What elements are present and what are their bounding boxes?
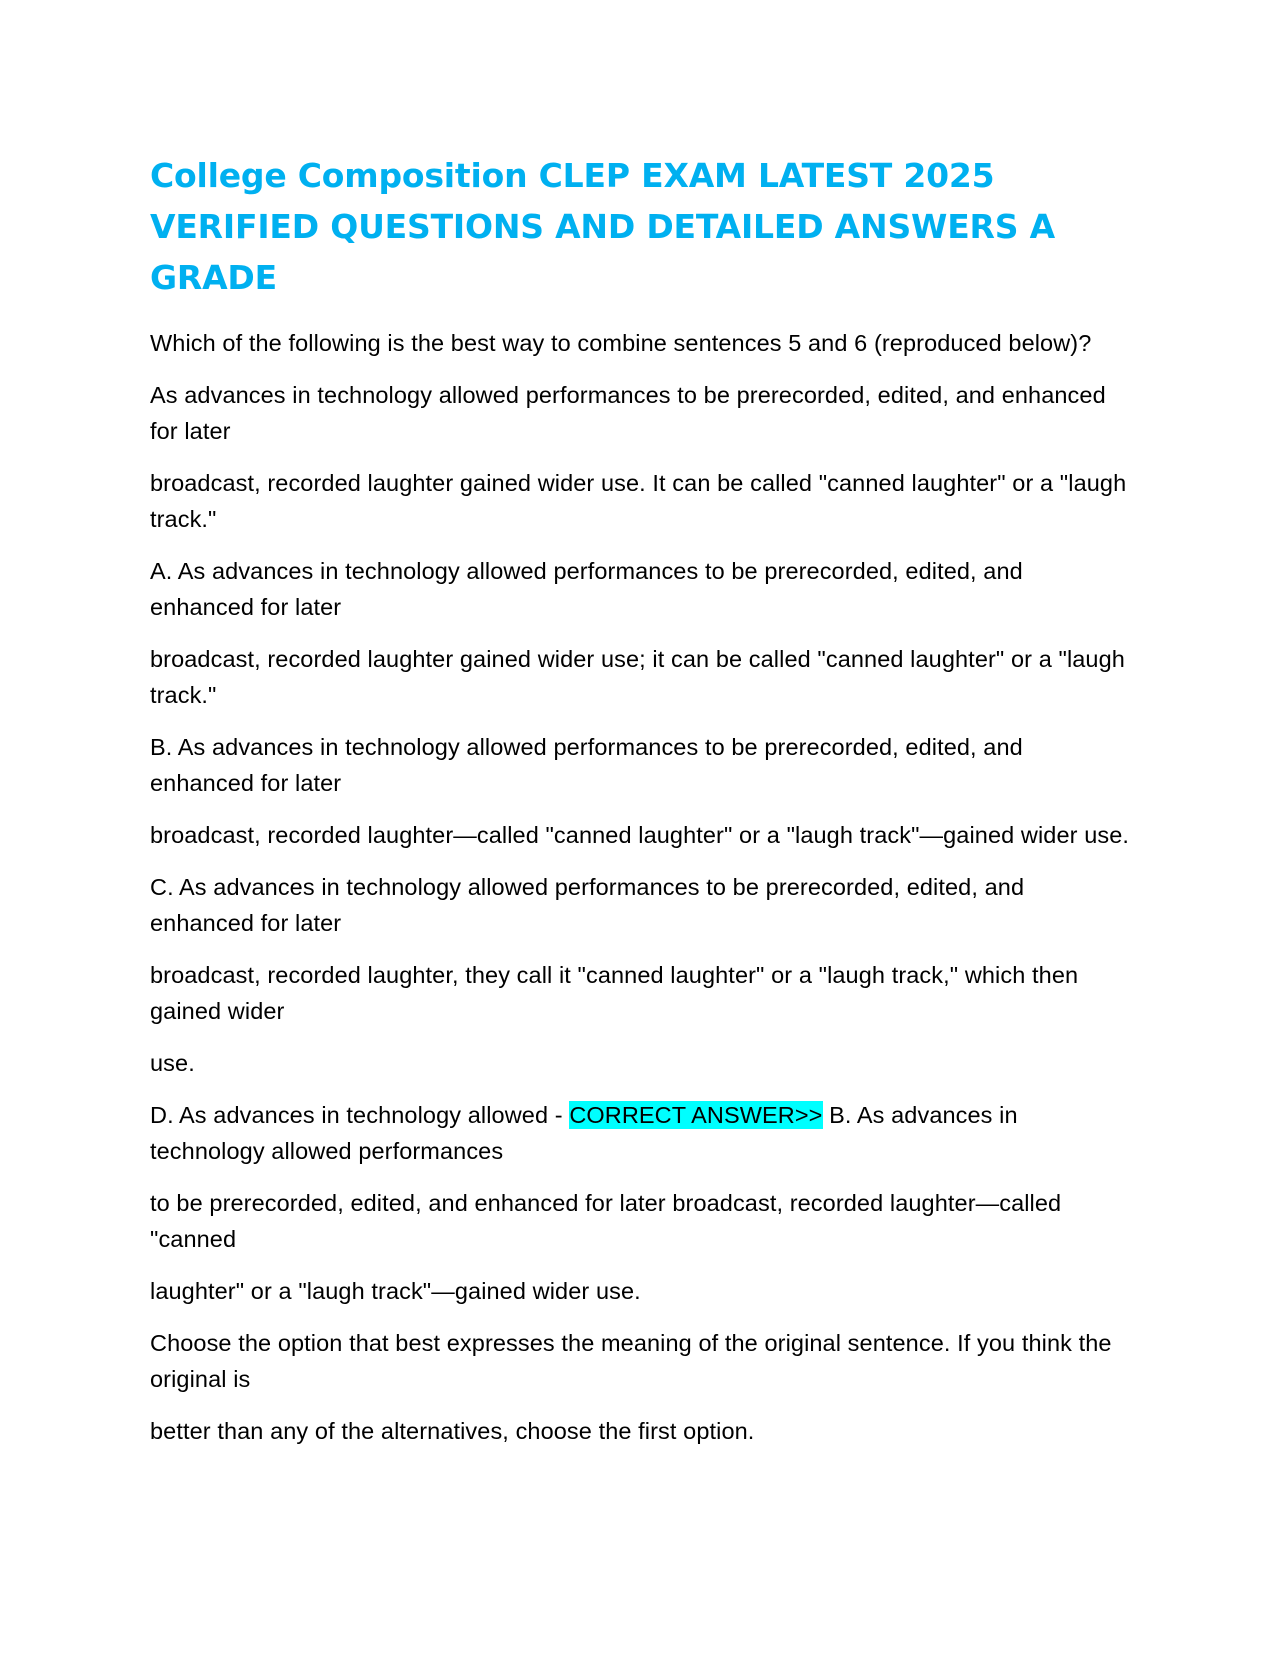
option-b-line-2: broadcast, recorded laughter—called "canned laughter" or a "laugh track"—gained wider use.	[150, 822, 1130, 848]
option-c-line-1: C. As advances in technology allowed performances to be prerecorded, edited, and enhanced for later	[150, 874, 1031, 936]
answer-continuation-line-1: to be prerecorded, edited, and enhanced for later broadcast, recorded laughter—called "canned	[150, 1190, 1068, 1252]
option-a-line-2: broadcast, recorded laughter gained wider use; it can be called "canned laughter" or a "laugh track."	[150, 646, 1132, 708]
correct-answer-text: B. As advances in technology allowed performances	[150, 1102, 1025, 1164]
option-c-line-3: use.	[150, 1050, 195, 1076]
next-question-line-2: better than any of the alternatives, choose the first option.	[150, 1418, 755, 1444]
original-sentence-line-2: broadcast, recorded laughter gained wider use. It can be called "canned laughter" or a "laugh track."	[150, 470, 1133, 532]
option-d-with-answer	[150, 1097, 1130, 1169]
document-content	[150, 150, 1133, 1465]
correct-answer-highlight: CORRECT ANSWER>>	[569, 1102, 823, 1128]
option-d-text: D. As advances in technology allowed -	[150, 1102, 570, 1128]
option-a-line-1: A. As advances in technology allowed performances to be prerecorded, edited, and enhanced for later	[150, 558, 1030, 620]
option-c-line-2: broadcast, recorded laughter, they call it "canned laughter" or a "laugh track," which then gained wider	[150, 962, 1085, 1024]
answer-continuation-line-2: laughter" or a "laugh track"—gained wider use.	[150, 1278, 641, 1304]
option-b-line-1: B. As advances in technology allowed performances to be prerecorded, edited, and enhanced for later	[150, 734, 1030, 796]
next-question-line-1: Choose the option that best expresses the meaning of the original sentence. If you think the original is	[150, 1330, 1119, 1392]
question-stem: Which of the following is the best way to combine sentences 5 and 6 (reproduced below)?	[150, 330, 1092, 356]
document-title: College Composition CLEP EXAM LATEST 2025 VERIFIED QUESTIONS AND DETAILED ANSWERS A GRADE	[150, 156, 1055, 297]
original-sentence-line-1: As advances in technology allowed performances to be prerecorded, edited, and enhanced for later	[150, 382, 1113, 444]
